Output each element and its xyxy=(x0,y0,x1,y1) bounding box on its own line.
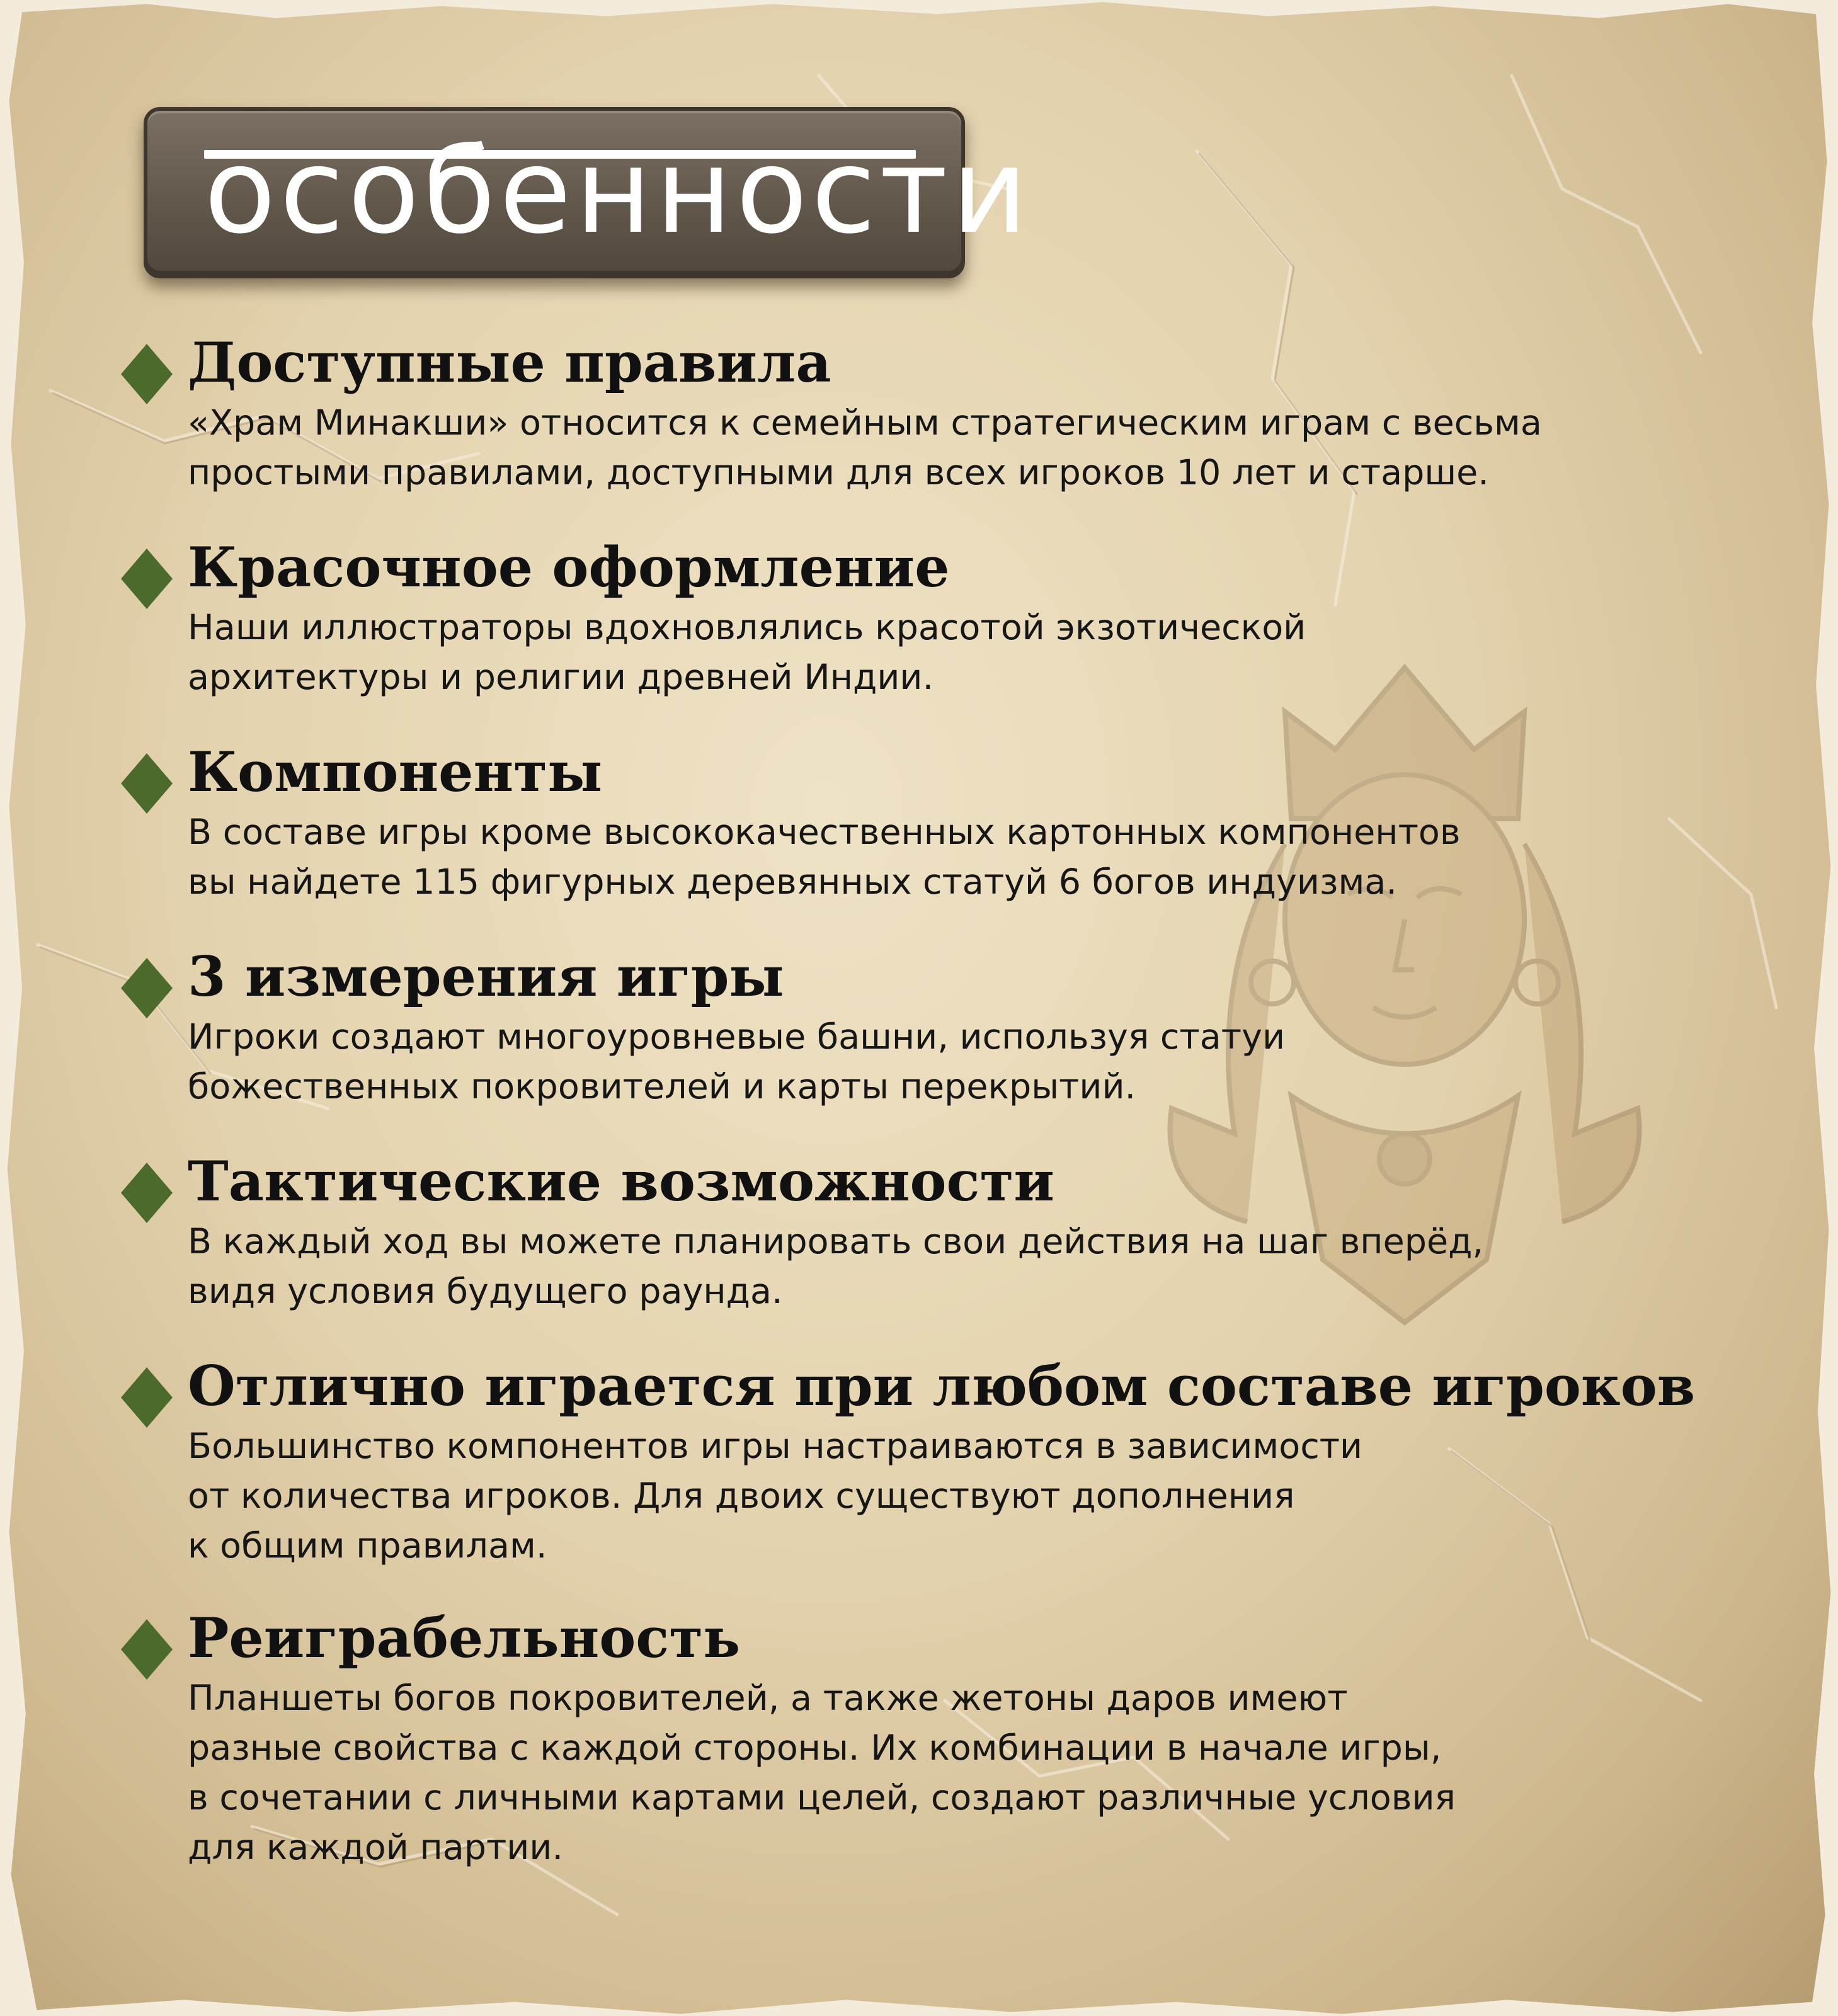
feature-title: Компоненты xyxy=(188,739,603,804)
feature-description: Планшеты богов покровителей, а также жетоны даров имеют разные свойства с каждой стороны. Их комбинации в начале игры, в сочетании с личными картами целей, создают различные условия для каждой партии. xyxy=(188,1678,1456,1868)
section-header-plate xyxy=(144,107,1032,278)
feature-title: Красочное оформление xyxy=(188,535,950,600)
diamond-bullet-icon xyxy=(120,343,174,406)
feature-title: 3 измерения игры xyxy=(188,944,784,1009)
feature-title: Доступные правила xyxy=(188,330,831,395)
feature-description: Наши иллюстраторы вдохновлялись красотой экзотической архитектуры и религии древней Индии. xyxy=(188,607,1306,698)
feature-title: Отлично играется при любом составе игроков xyxy=(188,1353,1696,1418)
diamond-bullet-icon xyxy=(120,1618,174,1681)
feature-description: «Храм Минакши» относится к семейным стратегическим играм с весьма простыми правилами, доступными для всех игроков 10 лет и старше. xyxy=(188,402,1542,493)
diamond-bullet-icon xyxy=(120,1366,174,1429)
diamond-bullet-icon xyxy=(120,1161,174,1224)
feature-description: В составе игры кроме высококачественных картонных компонентов вы найдете 115 фигурных деревянных статуй 6 богов индуизма. xyxy=(188,812,1461,903)
feature-description: Большинство компонентов игры настраиваются в зависимости от количества игроков. Для двоих существуют дополнения к общим правилам. xyxy=(188,1426,1363,1566)
diamond-bullet-icon xyxy=(120,957,174,1020)
feature-description: Игроки создают многоуровневые башни, используя статуи божественных покровителей и карты перекрытий. xyxy=(188,1017,1286,1107)
diamond-bullet-icon xyxy=(120,752,174,815)
feature-title: Тактические возможности xyxy=(188,1149,1054,1214)
feature-title: Реиграбельность xyxy=(188,1605,741,1670)
page-title: особенности xyxy=(204,123,1032,259)
feature-description: В каждый ход вы можете планировать свои действия на шаг вперёд, видя условия будущего раунда. xyxy=(188,1221,1484,1312)
diamond-bullet-icon xyxy=(120,547,174,610)
